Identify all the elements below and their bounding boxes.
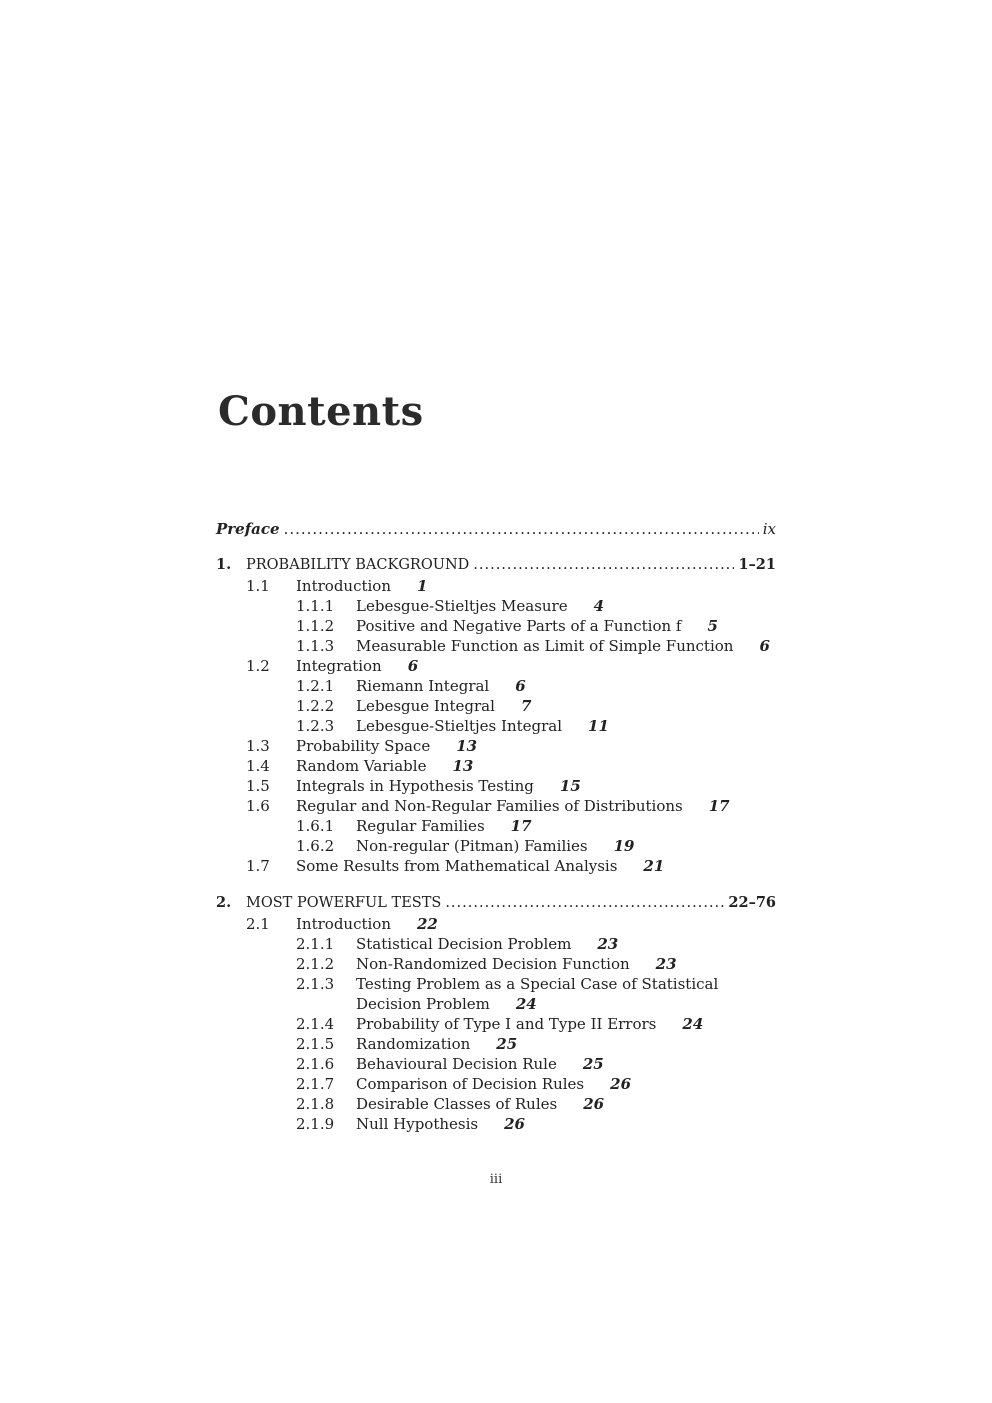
subsection-number: 1.1.2: [296, 617, 335, 635]
chapter-title: MOST POWERFUL TESTS: [246, 895, 442, 911]
subsection-number: 1.2.3: [296, 717, 335, 735]
section-title: Probability Space 13: [296, 737, 478, 755]
toc-entry-1-7[interactable]: [216, 856, 776, 876]
subsection-title: Measurable Function as Limit of Simple Function 6: [356, 637, 770, 655]
section-page: 6: [407, 657, 419, 675]
subsection-title: Regular Families 17: [356, 817, 532, 835]
subsection-number: 1.1.1: [296, 597, 335, 615]
subsection-number: 1.2.1: [296, 677, 335, 695]
toc-chapter-1[interactable]: [216, 554, 776, 576]
subsection-page: 26: [610, 1075, 632, 1093]
toc-entry-1-2-2[interactable]: [216, 696, 776, 716]
toc-entry-2-1-6[interactable]: [216, 1054, 776, 1074]
toc-entry-1-6-1[interactable]: [216, 816, 776, 836]
section-title: Introduction 1: [296, 577, 428, 595]
toc-entry-2-1-3-continued[interactable]: [216, 994, 776, 1014]
leader-dots: [284, 518, 759, 540]
subsection-number: 2.1.2: [296, 955, 335, 973]
section-page: 15: [559, 777, 581, 795]
section-page: 21: [643, 857, 665, 875]
subsection-title: Null Hypothesis 26: [356, 1115, 525, 1133]
toc-entry-1-4[interactable]: [216, 756, 776, 776]
toc-preface[interactable]: [216, 518, 776, 540]
subsection-page: 25: [582, 1055, 604, 1073]
toc-entry-2-1-8[interactable]: [216, 1094, 776, 1114]
section-number: 1.7: [246, 857, 270, 875]
subsection-title: Testing Problem as a Special Case of Statistical: [356, 975, 719, 993]
section-number: 1.4: [246, 757, 270, 775]
subsection-title: Comparison of Decision Rules 26: [356, 1075, 632, 1093]
section-number: 1.5: [246, 777, 270, 795]
leader-dots: [473, 554, 734, 576]
subsection-page: 25: [496, 1035, 518, 1053]
subsection-page: 7: [520, 697, 532, 715]
table-of-contents: [216, 518, 776, 1134]
toc-entry-1-6-2[interactable]: [216, 836, 776, 856]
toc-entry-2-1-7[interactable]: [216, 1074, 776, 1094]
toc-entry-1-6[interactable]: [216, 796, 776, 816]
subsection-title: Non-regular (Pitman) Families 19: [356, 837, 635, 855]
subsection-page: 19: [613, 837, 635, 855]
leader-dots: [445, 892, 724, 914]
subsection-title: Probability of Type I and Type II Errors 24: [356, 1015, 704, 1033]
subsection-number: 2.1.5: [296, 1035, 335, 1053]
subsection-title: Lebesgue Integral 7: [356, 697, 532, 715]
subsection-title: Statistical Decision Problem 23: [356, 935, 619, 953]
section-number: 1.3: [246, 737, 270, 755]
toc-entry-1-1-1[interactable]: [216, 596, 776, 616]
toc-entry-2-1-9[interactable]: [216, 1114, 776, 1134]
preface-page: ix: [762, 520, 776, 538]
subsection-number: 2.1.6: [296, 1055, 335, 1073]
subsection-number: 2.1.3: [296, 975, 335, 993]
subsection-number: 2.1.9: [296, 1115, 335, 1133]
toc-entry-2-1-1[interactable]: [216, 934, 776, 954]
section-number: 1.2: [246, 657, 270, 675]
subsection-page: 23: [655, 955, 677, 973]
subsection-page: 24: [682, 1015, 704, 1033]
toc-entry-1-2-3[interactable]: [216, 716, 776, 736]
toc-chapter-2[interactable]: [216, 892, 776, 914]
chapter-title: PROBABILITY BACKGROUND: [246, 557, 470, 573]
section-page: 1: [417, 577, 428, 595]
section-number: 1.6: [246, 797, 270, 815]
subsection-number: 1.6.1: [296, 817, 335, 835]
subsection-page: 26: [583, 1095, 605, 1113]
subsection-title: Positive and Negative Parts of a Function f 5: [356, 617, 718, 635]
subsection-number: 2.1.7: [296, 1075, 335, 1093]
section-number: 1.1: [246, 577, 270, 595]
toc-entry-1-1-3[interactable]: [216, 636, 776, 656]
subsection-title: Non-Randomized Decision Function 23: [356, 955, 677, 973]
subsection-page: 6: [759, 637, 770, 655]
chapter-pages: 1–21: [738, 556, 776, 573]
subsection-number: 2.1.8: [296, 1095, 335, 1113]
toc-entry-1-2[interactable]: [216, 656, 776, 676]
toc-entry-2-1-3[interactable]: [216, 974, 776, 994]
toc-entry-2-1[interactable]: [216, 914, 776, 934]
toc-entry-1-1-2[interactable]: [216, 616, 776, 636]
subsection-number: 1.2.2: [296, 697, 335, 715]
section-page: 22: [417, 915, 438, 933]
subsection-title: Lebesgue-Stieltjes Measure 4: [356, 597, 605, 615]
section-title: Integration 6: [296, 657, 419, 675]
subsection-page: 23: [597, 935, 619, 953]
section-page: 13: [456, 737, 478, 755]
page-title: Contents: [218, 388, 424, 435]
subsection-page: 24: [515, 995, 537, 1013]
subsection-number: 1.6.2: [296, 837, 335, 855]
subsection-title-continued: Decision Problem 24: [356, 995, 537, 1013]
section-page: 13: [452, 757, 474, 775]
subsection-page: 4: [593, 597, 605, 615]
section-number: 2.1: [246, 915, 270, 933]
subsection-number: 1.1.3: [296, 637, 335, 655]
subsection-title: Randomization 25: [356, 1035, 518, 1053]
subsection-title: Lebesgue-Stieltjes Integral 11: [356, 717, 609, 735]
subsection-page: 11: [588, 717, 609, 735]
subsection-page: 17: [510, 817, 532, 835]
section-title: Some Results from Mathematical Analysis 21: [296, 857, 665, 875]
toc-entry-1-3[interactable]: [216, 736, 776, 756]
page-number: iii: [489, 1172, 503, 1187]
subsection-title: Desirable Classes of Rules 26: [356, 1095, 605, 1113]
chapter-pages: 22–76: [728, 894, 776, 911]
toc-entry-1-2-1[interactable]: [216, 676, 776, 696]
chapter-number: 2.: [216, 894, 232, 911]
section-title: Integrals in Hypothesis Testing 15: [296, 777, 581, 795]
subsection-page: 6: [515, 677, 526, 695]
subsection-page: 5: [707, 617, 718, 635]
toc-entry-1-1[interactable]: [216, 576, 776, 596]
subsection-title: Riemann Integral 6: [356, 677, 526, 695]
subsection-number: 2.1.4: [296, 1015, 335, 1033]
section-title: Regular and Non-Regular Families of Distributions 17: [296, 797, 730, 815]
subsection-title: Behavioural Decision Rule 25: [356, 1055, 604, 1073]
toc-entry-2-1-5[interactable]: [216, 1034, 776, 1054]
section-page: 17: [708, 797, 730, 815]
subsection-number: 2.1.1: [296, 935, 335, 953]
toc-entry-2-1-2[interactable]: [216, 954, 776, 974]
toc-entry-2-1-4[interactable]: [216, 1014, 776, 1034]
chapter-number: 1.: [216, 556, 232, 573]
subsection-page: 26: [504, 1115, 525, 1133]
toc-entry-1-5[interactable]: [216, 776, 776, 796]
section-title: Introduction 22: [296, 915, 438, 933]
section-title: Random Variable 13: [296, 757, 474, 775]
preface-label: Preface: [216, 520, 280, 538]
